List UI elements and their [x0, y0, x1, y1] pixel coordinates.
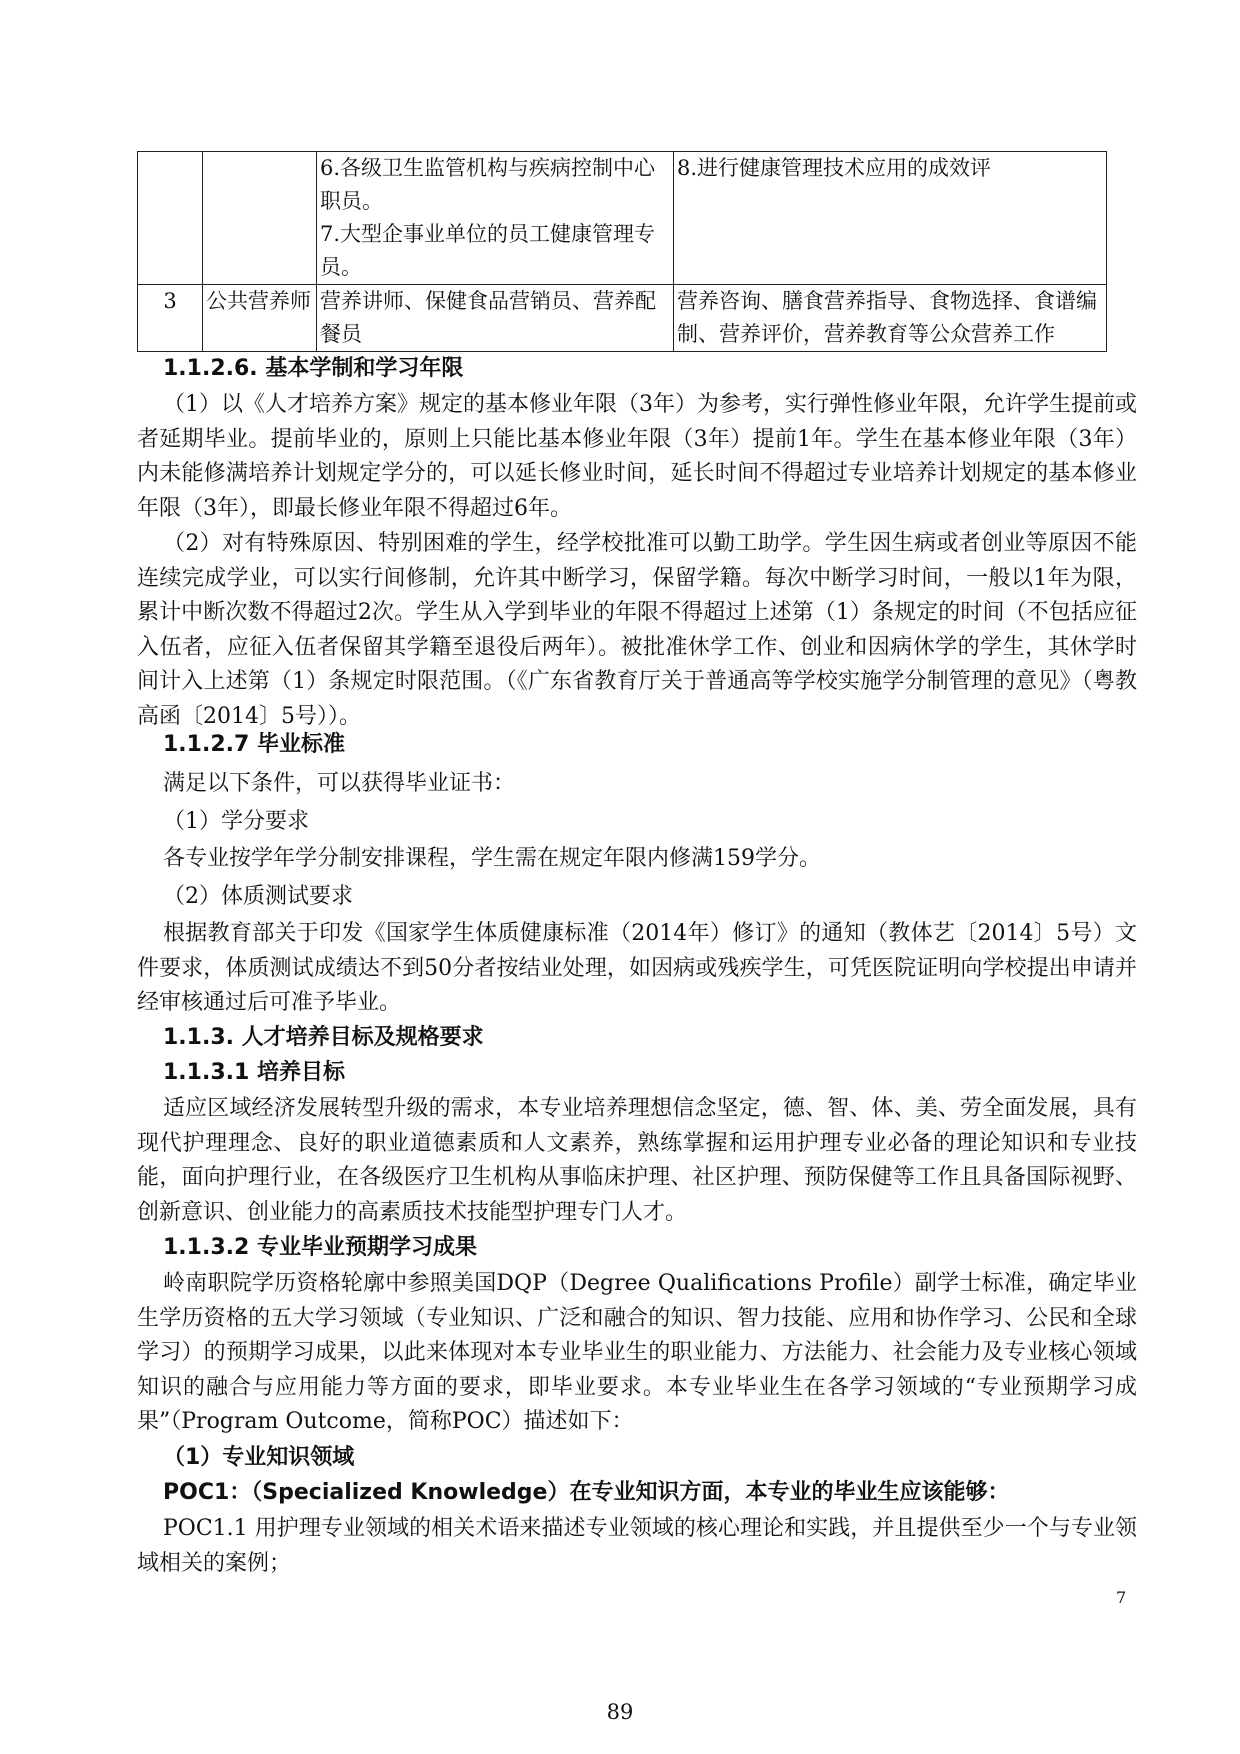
cell-text: 营养讲师、保健食品营销员、营养配 [320, 289, 656, 313]
cell-text: 营养咨询、膳食营养指导、食物选择、食谱编 [677, 289, 1097, 313]
subheading: （1）学分要求 [163, 809, 309, 834]
paragraph: POC1.1 用护理专业领域的相关术语来描述专业领域的核心理论和实践，并且提供至少一个与专业领域相关的案例； [137, 1516, 1137, 1576]
cell-text: 职员。 [320, 189, 383, 213]
cell-text: 6.各级卫生监管机构与疾病控制中心 [320, 156, 656, 180]
cell-text: 7.大型企事业单位的员工健康管理专 [320, 222, 656, 246]
paragraph: （1）以《人才培养方案》规定的基本修业年限（3年）为参考，实行弹性修业年限，允许学生提前或者延期毕业。提前毕业的，原则上只能比基本修业年限（3年）提前1年。学生在基本修业年限（3年）内未能修满培养计划规定学分的，可以延长修业时间，延长时间不得超过专业培养计划规定的基本修业年限（3年），即最长修业年限不得超过6年。 [137, 392, 1137, 521]
cell-text: 员。 [320, 255, 362, 279]
paragraph: （2）对有特殊原因、特别困难的学生，经学校批准可以勤工助学。学生因生病或者创业等原因不能连续完成学业，可以实行间修制，允许其中断学习，保留学籍。每次中断学习时间，一般以1年为限，累计中断次数不得超过2次。学生从入学到毕业的年限不得超过上述第（1）条规定的时间（不包括应征入伍者，应征入伍者保留其学籍至退役后两年）。被批准休学工作、创业和因病休学的学生，其休学时间计入上述第（1）条规定时限范围。（《广东省教育厅关于普通高等学校实施学分制管理的意见》（粤教高函〔2014〕5号））。 [137, 531, 1137, 729]
table-cell-empty [138, 152, 203, 285]
table-row [138, 152, 1107, 285]
section-heading: 1.1.2.7 毕业标准 [163, 732, 345, 757]
paragraph: 满足以下条件，可以获得毕业证书： [163, 771, 516, 796]
table-cell-positions [317, 285, 674, 352]
table-cell-empty [203, 152, 317, 285]
cell-text: 餐员 [320, 322, 362, 346]
table-cell-duties [674, 152, 1107, 285]
paragraph: 各专业按学年学分制安排课程，学生需在规定年限内修满159学分。 [163, 846, 821, 871]
paragraph: 根据教育部关于印发《国家学生体质健康标准（2014年）修订》的通知（教体艺〔2014〕5号）文件要求，体质测试成绩达不到50分者按结业处理，如因病或残疾学生，可凭医院证明向学校提出申请并经审核通过后可准予毕业。 [137, 921, 1137, 1015]
career-table [137, 151, 1107, 352]
table-cell-duties [674, 285, 1107, 352]
paragraph: 岭南职院学历资格轮廓中参照美国DQP（Degree Qualifications Profile）副学士标准，确定毕业生学历资格的五大学习领域（专业知识、广泛和融合的知识、智力技能、应用和协作学习、公民和全球学习）的预期学习成果，以此来体现对本专业毕业生的职业能力、方法能力、社会能力及专业核心领域知识的融合与应用能力等方面的要求，即毕业要求。本专业毕业生在各学习领域的“专业预期学习成果”（Program Outcome，简称POC）描述如下： [137, 1271, 1137, 1434]
subheading: （2）体质测试要求 [163, 884, 353, 909]
page-number-small: 7 [1116, 1588, 1127, 1607]
cell-text: 制、营养评价，营养教育等公众营养工作 [677, 322, 1055, 346]
section-heading: （1）专业知识领域 [163, 1445, 355, 1470]
section-heading: 1.1.3.1 培养目标 [163, 1060, 345, 1085]
page-number: 89 [606, 1700, 634, 1724]
section-heading: 1.1.3. 人才培养目标及规格要求 [163, 1025, 484, 1050]
table-cell-role: 公共营养师 [203, 285, 317, 352]
section-heading: 1.1.3.2 专业毕业预期学习成果 [163, 1235, 477, 1260]
paragraph: 适应区域经济发展转型升级的需求，本专业培养理想信念坚定，德、智、体、美、劳全面发展，具有现代护理理念、良好的职业道德素质和人文素养，熟练掌握和运用护理专业必备的理论知识和专业技能，面向护理行业，在各级医疗卫生机构从事临床护理、社区护理、预防保健等工作且具备国际视野、创新意识、创业能力的高素质技术技能型护理专门人才。 [137, 1096, 1137, 1225]
cell-text: 8.进行健康管理技术应用的成效评 [677, 156, 992, 180]
table-cell-positions [317, 152, 674, 285]
section-heading: POC1：（Specialized Knowledge）在专业知识方面，本专业的毕业生应该能够： [163, 1480, 1010, 1505]
table-row [138, 285, 1107, 352]
table-cell-number: 3 [138, 285, 203, 352]
section-heading: 1.1.2.6. 基本学制和学习年限 [163, 356, 464, 381]
